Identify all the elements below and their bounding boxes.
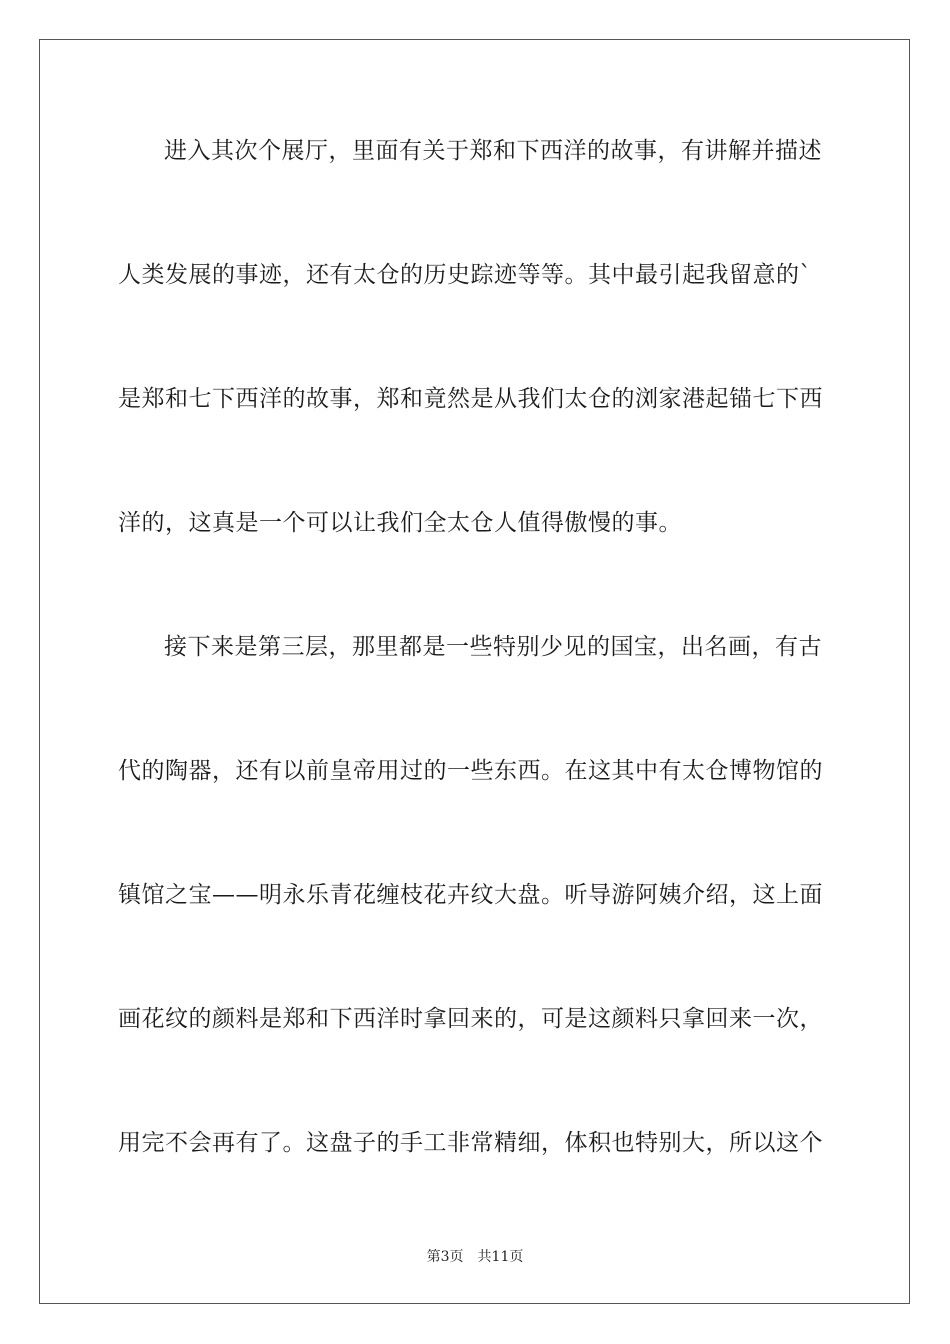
paragraph-line: 是郑和七下西洋的故事，郑和竟然是从我们太仓的浏家港起锚七下西 — [118, 386, 823, 412]
paragraph-line: 人类发展的事迹，还有太仓的历史踪迹等等。其中最引起我留意的` — [118, 262, 812, 288]
paragraph-line: 进入其次个展厅，里面有关于郑和下西洋的故事，有讲解并描述 — [164, 138, 822, 164]
page-border — [39, 39, 910, 1304]
paragraph-line: 画花纹的颜料是郑和下西洋时拿回来的，可是这颜料只拿回来一次， — [118, 1006, 823, 1032]
page-total: 共11页 — [477, 1249, 524, 1265]
paragraph-line: 接下来是第三层，那里都是一些特别少见的国宝，出名画，有古 — [164, 634, 822, 660]
paragraph-line: 镇馆之宝——明永乐青花缠枝花卉纹大盘。听导游阿姨介绍，这上面 — [118, 882, 823, 908]
page-number: 第3页 — [426, 1249, 464, 1265]
page-footer — [0, 1248, 950, 1266]
paragraph-line: 代的陶器，还有以前皇帝用过的一些东西。在这其中有太仓博物馆的 — [118, 758, 823, 784]
paragraph-line: 用完不会再有了。这盘子的手工非常精细，体积也特别大，所以这个 — [118, 1130, 823, 1156]
paragraph-line: 洋的，这真是一个可以让我们全太仓人值得傲慢的事。 — [118, 510, 682, 536]
